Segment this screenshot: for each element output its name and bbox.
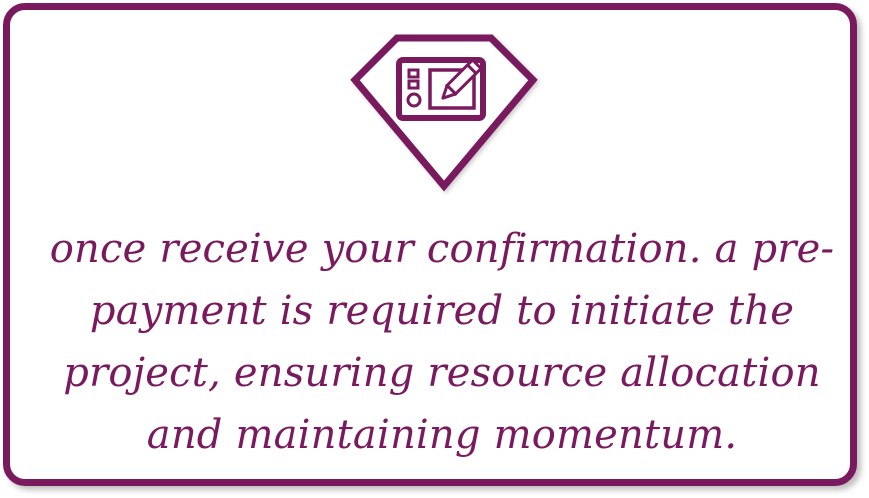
info-card	[3, 3, 857, 486]
drawing-tablet-icon	[399, 60, 483, 118]
card-message: once receive your confirmation. a pre-payment is required to initiate the project, ensuring resource allocation and maintaining momentum.	[49, 226, 835, 458]
diamond-icon	[347, 32, 541, 192]
